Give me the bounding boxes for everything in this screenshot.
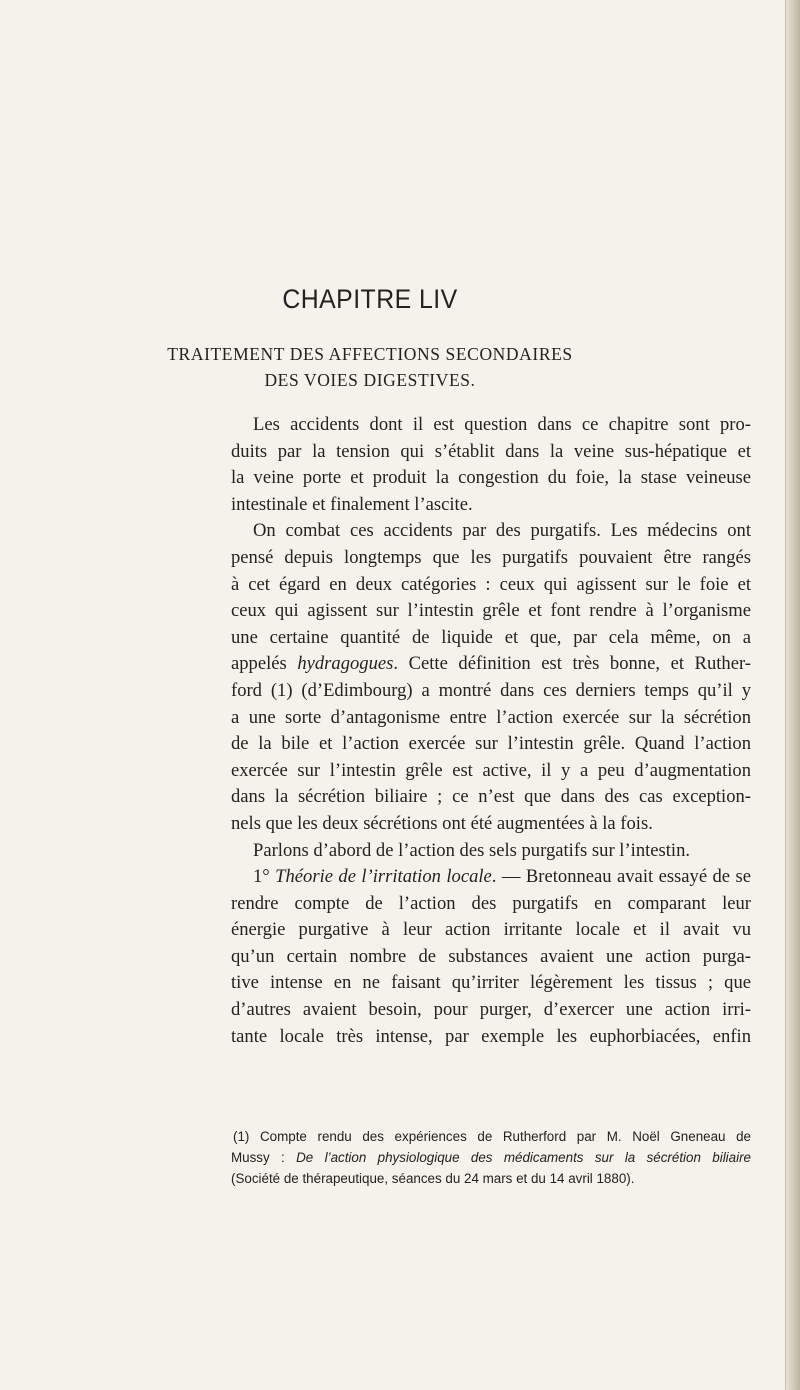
text-line: a une sorte d’antagonisme entre l’action exercée sur la sécrétion	[231, 706, 751, 728]
chapter-subtitle-line2: DES VOIES DIGESTIVES.	[264, 370, 476, 390]
text-line: tante locale très intense, par exemple les euphorbiacées, enfin	[231, 1025, 751, 1047]
text-line: ford (1) (d’Edimbourg) a montré dans ces derniers temps qu’il y	[231, 679, 751, 701]
text-line: à cet égard en deux catégories : ceux qui agissent sur le foie et	[231, 573, 751, 595]
text-line: 1° Théorie de l’irritation locale. — Bretonneau avait essayé de se	[253, 866, 751, 888]
text-line: nels que les deux sécrétions ont été augmentées à la fois.	[231, 812, 653, 834]
body-text	[231, 412, 751, 1050]
chapter-subtitle-line1: TRAITEMENT DES AFFECTIONS SECONDAIRES	[167, 344, 573, 364]
text-line: de la bile et l’action exercée sur l’intestin grêle. Quand l’action	[231, 733, 751, 755]
text-line: Les accidents dont il est question dans ce chapitre sont pro-	[253, 414, 751, 435]
text-line: appelés hydragogues. Cette définition est très bonne, et Ruther-	[231, 653, 751, 675]
text-line: dans la sécrétion biliaire ; ce n’est que dans des cas exception-	[231, 786, 751, 808]
text-line: exercée sur l’intestin grêle est active, il y a peu d’augmentation	[231, 759, 751, 781]
text-line: duits par la tension qui s’établit dans la veine sus-hépatique et	[231, 440, 751, 462]
footnote	[231, 1127, 751, 1189]
page-edge	[786, 0, 800, 1390]
text-line: la veine porte et produit la congestion du foie, la stase veineuse	[231, 467, 751, 489]
text-line: (Société de thérapeutique, séances du 24 mars et du 14 avril 1880).	[231, 1170, 635, 1186]
chapter-title: CHAPITRE LIV	[282, 284, 458, 314]
text-line: tive intense en ne faisant qu’irriter légèrement les tissus ; que	[231, 972, 751, 994]
text-line: rendre compte de l’action des purgatifs en comparant leur	[231, 892, 751, 914]
text-line: Parlons d’abord de l’action des sels purgatifs sur l’intestin.	[253, 839, 691, 861]
text-line: On combat ces accidents par des purgatifs. Les médecins ont	[253, 520, 751, 542]
text-line: Mussy : De l’action physiologique des médicaments sur la sécrétion biliaire	[231, 1149, 751, 1165]
text-line: (1) Compte rendu des expériences de Rutherford par M. Noël Gneneau de	[233, 1129, 751, 1144]
text-line: pensé depuis longtemps que les purgatifs pouvaient être rangés	[231, 546, 751, 568]
text-line: d’autres avaient besoin, pour purger, d’exercer une action irri-	[231, 999, 751, 1021]
text-line: énergie purgative à leur action irritante locale et il avait vu	[231, 919, 751, 941]
text-line: une certaine quantité de liquide et que, par cela même, on a	[231, 626, 751, 648]
text-line: intestinale et finalement l’ascite.	[231, 493, 473, 515]
text-line: qu’un certain nombre de substances avaient une action purga-	[231, 945, 751, 967]
text-line: ceux qui agissent sur l’intestin grêle et font rendre à l’organisme	[231, 600, 751, 622]
